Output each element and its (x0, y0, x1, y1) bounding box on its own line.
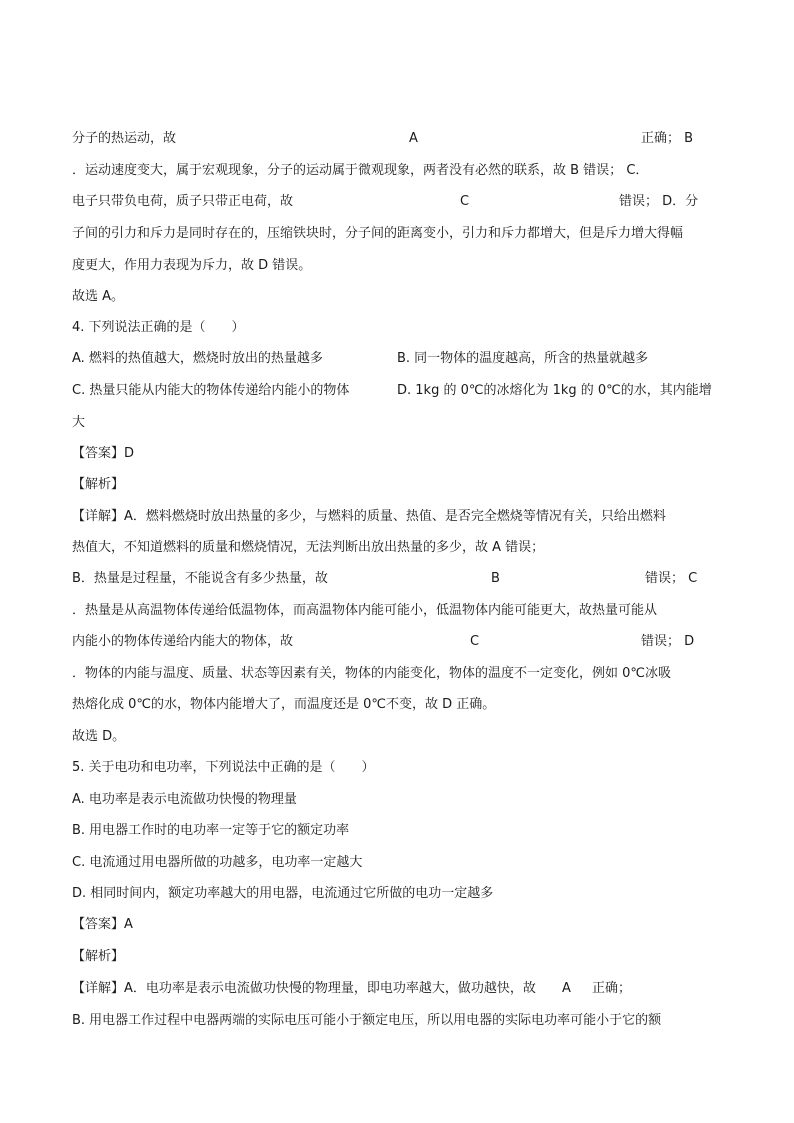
option-b: B. 用电器工作时的电功率一定等于它的额定功率 (72, 823, 350, 838)
question-title (0, 317, 794, 339)
text-span: 热熔化成 0℃的水，物体内能增大了，而温度还是 0℃不变，故 D 正确。 (72, 697, 496, 712)
option-a: A. 燃料的热值越大，燃烧时放出的热量越多 (72, 351, 323, 366)
text-line (0, 506, 794, 528)
text-line (0, 286, 794, 308)
text-span: 【解析】 (72, 477, 125, 492)
analysis-heading (0, 474, 794, 496)
text-span: C (470, 634, 480, 649)
text-line (0, 191, 794, 213)
text-span: 错误； D (641, 634, 695, 649)
text-span: 电子只带负电荷，质子只带正电荷，故 (72, 194, 294, 209)
option-d: D. 1kg 的 0℃的冰熔化为 1kg 的 0℃的水，其内能增 (397, 383, 712, 398)
text-span: 错误； D．分 (619, 194, 699, 209)
analysis-heading (0, 946, 794, 968)
text-span: 故选 D。 (72, 729, 126, 744)
text-span: 正确； (592, 981, 632, 996)
text-span: B. 用电器工作过程中电器两端的实际电压可能小于额定电压，所以用电器的实际电功率可能小于它的额 (72, 1013, 662, 1028)
text-span: ．运动速度变大，属于宏观现象，分子的运动属于微观现象，两者没有必然的联系，故 B 错误； C． (72, 163, 649, 178)
answer-label: 【答案】D (72, 446, 135, 461)
option-b: B. 同一物体的温度越高，所含的热量就越多 (397, 351, 649, 366)
text-line (0, 600, 794, 622)
answer-line (0, 914, 794, 936)
text-span: 错误； C (645, 571, 698, 586)
option-a: A. 电功率是表示电流做功快慢的物理量 (72, 792, 297, 807)
option-c: C. 热量只能从内能大的物体传递给内能小的物体 (72, 383, 350, 398)
text-span: 【详解】A．电功率是表示电流做功快慢的物理量，即电功率越大，做功越快，故 (72, 981, 536, 996)
text-span: 4. 下列说法正确的是（ ） (72, 320, 245, 335)
text-line (0, 663, 794, 685)
option-line (0, 883, 794, 905)
option-line (0, 380, 794, 402)
text-line (0, 128, 794, 150)
question-title (0, 757, 794, 779)
text-span: ．热量是从高温物体传递给低温物体，而高温物体内能可能小，低温物体内能可能更大，故热量可能从 (72, 603, 658, 618)
text-span: 大 (72, 415, 86, 430)
text-span: 度更大，作用力表现为斥力，故 D 错误。 (72, 258, 312, 273)
text-line (0, 978, 794, 1000)
text-span: 子间的引力和斥力是同时存在的，压缩铁块时，分子间的距离变小，引力和斥力都增大，但是斥力增大得幅 (72, 226, 684, 241)
option-line (0, 820, 794, 842)
text-line (0, 726, 794, 748)
option-line (0, 789, 794, 811)
text-span: 故选 A。 (72, 289, 125, 304)
text-line (0, 255, 794, 277)
answer-line (0, 443, 794, 465)
text-line (0, 568, 794, 590)
text-span: 内能小的物体传递给内能大的物体，故 (72, 634, 294, 649)
text-span: ．物体的内能与温度、质量、状态等因素有关，物体的内能变化，物体的温度不一定变化，例如 0℃冰吸 (72, 666, 672, 681)
answer-label: 【答案】A (72, 917, 133, 932)
text-line (0, 631, 794, 653)
text-span: 分子的热运动，故 (72, 131, 177, 146)
option-line (0, 852, 794, 874)
text-span: B．热量是过程量，不能说含有多少热量，故 (72, 571, 328, 586)
text-line (0, 160, 794, 182)
option-line (0, 348, 794, 370)
text-span: A (409, 131, 418, 146)
text-line (0, 1010, 794, 1032)
text-line (0, 694, 794, 716)
text-span: 正确； B (641, 131, 694, 146)
text-span: 【详解】A．燃料燃烧时放出热量的多少，与燃料的质量、热值、是否完全燃烧等情况有关，只给出燃料 (72, 509, 666, 524)
option-d: D. 相同时间内，额定功率越大的用电器，电流通过它所做的电功一定越多 (72, 886, 494, 901)
text-span: 5. 关于电功和电功率，下列说法中正确的是（ ） (72, 760, 375, 775)
option-c: C. 电流通过用电器所做的功越多，电功率一定越大 (72, 855, 363, 870)
text-span: 热值大，不知道燃料的质量和燃烧情况，无法判断出放出热量的多少，故 A 错误； (72, 540, 545, 555)
text-line (0, 223, 794, 245)
text-span: C (460, 194, 470, 209)
text-span: 【解析】 (72, 949, 125, 964)
text-span: B (491, 571, 500, 586)
text-line (0, 537, 794, 559)
text-line (0, 412, 794, 434)
text-span: A (562, 981, 571, 996)
